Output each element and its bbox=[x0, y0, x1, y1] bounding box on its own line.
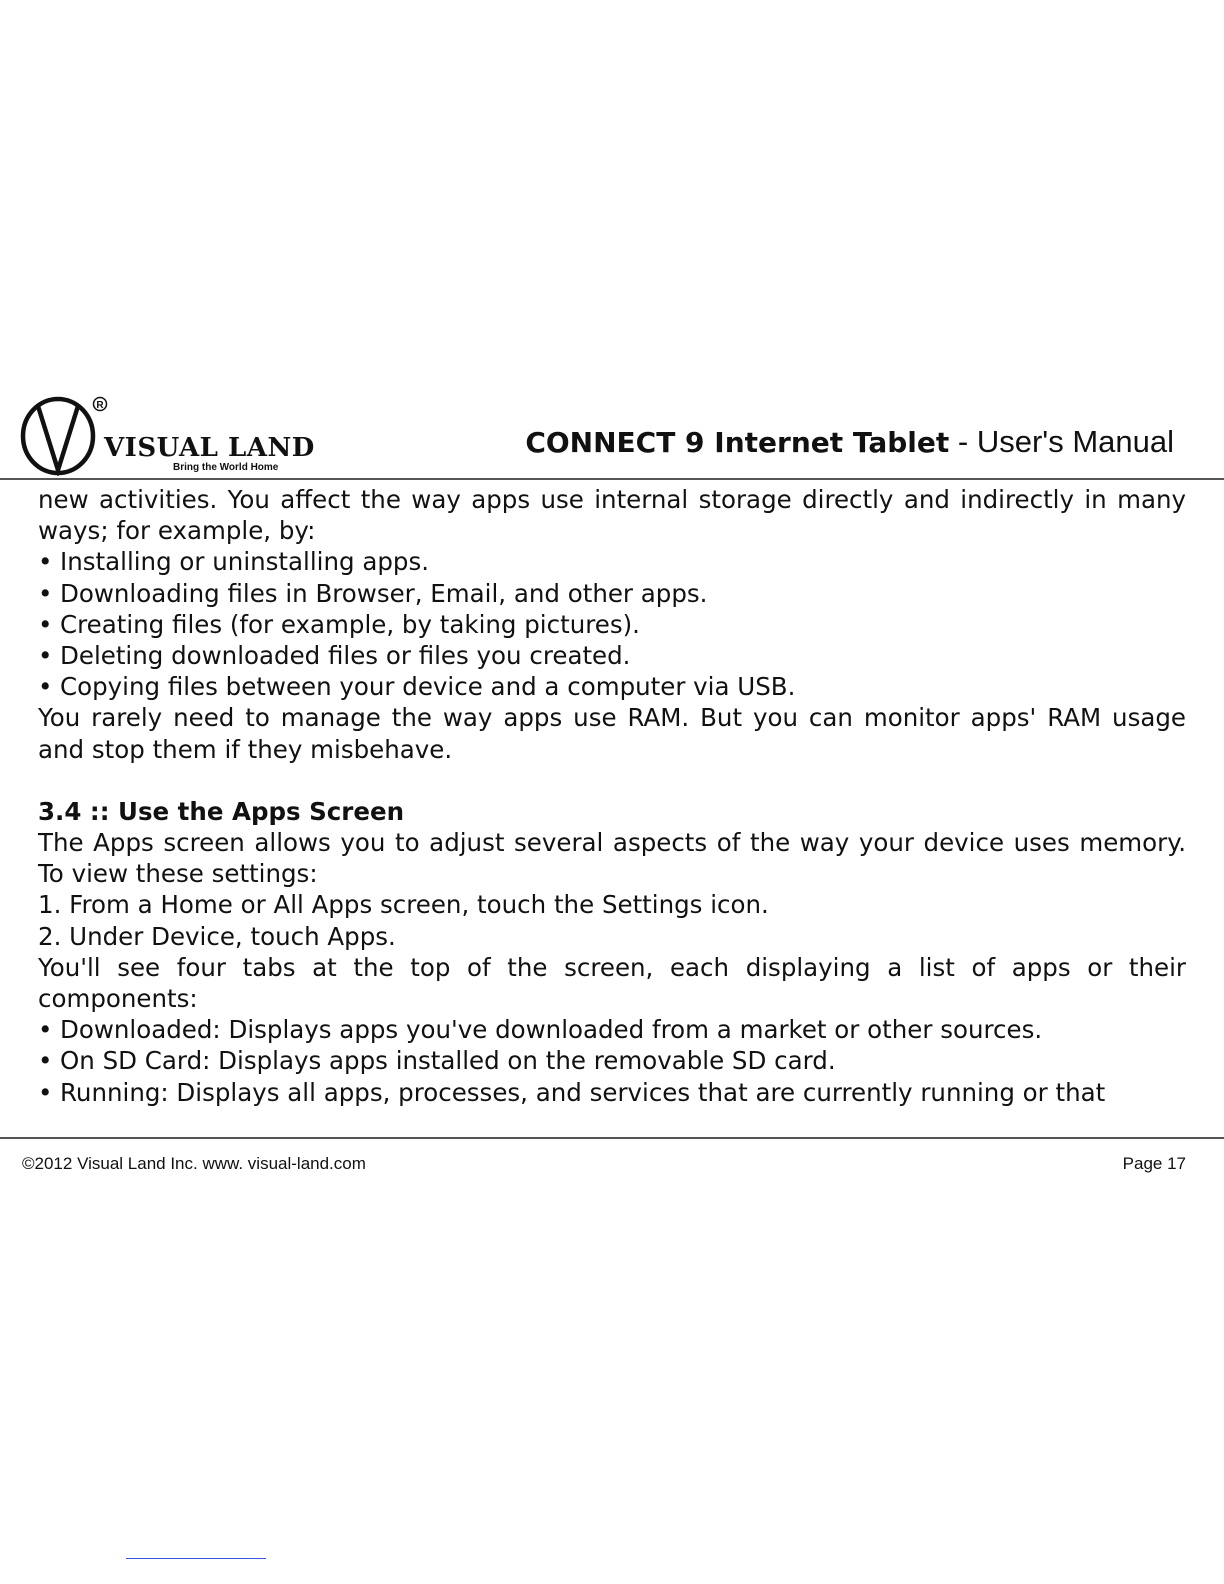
footer-divider bbox=[0, 1137, 1224, 1139]
tab-bullet: • Downloaded: Displays apps you've downloaded from a market or other sources. bbox=[38, 1014, 1186, 1045]
ram-paragraph: You rarely need to manage the way apps use RAM. But you can monitor apps' RAM usage and stop them if they misbehave. bbox=[38, 703, 1186, 764]
section-heading: 3.4 :: Use the Apps Screen bbox=[38, 796, 405, 826]
footer-copyright: ©2012 Visual Land Inc. www. visual-land.com bbox=[22, 1154, 366, 1173]
storage-bullet: • Copying files between your device and a computer via USB. bbox=[38, 671, 1186, 702]
svg-text:R: R bbox=[96, 400, 104, 411]
logo-tagline: Bring the World Home bbox=[173, 462, 279, 473]
header-divider bbox=[0, 478, 1224, 480]
visual-land-logo bbox=[20, 386, 315, 476]
page-header bbox=[0, 380, 1224, 480]
storage-bullet: • Creating files (for example, by taking pictures). bbox=[38, 609, 1186, 640]
tabs-paragraph: You'll see four tabs at the top of the screen, each displaying a list of apps or their components: bbox=[38, 952, 1186, 1014]
paragraph-spacer bbox=[38, 765, 1186, 796]
step-item: 1. From a Home or All Apps screen, touch the Settings icon. bbox=[38, 890, 769, 920]
storage-bullet: • Deleting downloaded files or files you created. bbox=[38, 640, 1186, 671]
document-title bbox=[525, 424, 1174, 460]
step-item: 2. Under Device, touch Apps. bbox=[38, 921, 396, 951]
storage-bullet: • Installing or uninstalling apps. bbox=[38, 546, 1186, 577]
storage-bullet: • Downloading files in Browser, Email, and other apps. bbox=[38, 578, 1186, 609]
footer-page-number: Page 17 bbox=[1122, 1154, 1186, 1173]
link-underline bbox=[126, 1558, 266, 1559]
tab-bullet: • On SD Card: Displays apps installed on the removable SD card. bbox=[38, 1045, 1186, 1076]
document-title-suffix: - User's Manual bbox=[949, 424, 1174, 459]
intro-paragraph: new activities. You affect the way apps use internal storage directly and indirectly in many ways; for example, by: bbox=[38, 485, 1186, 546]
tab-bullet: • Running: Displays all apps, processes, and services that are currently running or that bbox=[38, 1077, 1186, 1108]
product-title: CONNECT 9 Internet Tablet bbox=[525, 426, 950, 459]
page-body bbox=[38, 484, 1186, 1108]
logo-wordmark: VISUAL LAND bbox=[104, 433, 315, 463]
apps-screen-paragraph: The Apps screen allows you to adjust several aspects of the way your device uses memory. To view these settings: bbox=[38, 828, 1186, 889]
